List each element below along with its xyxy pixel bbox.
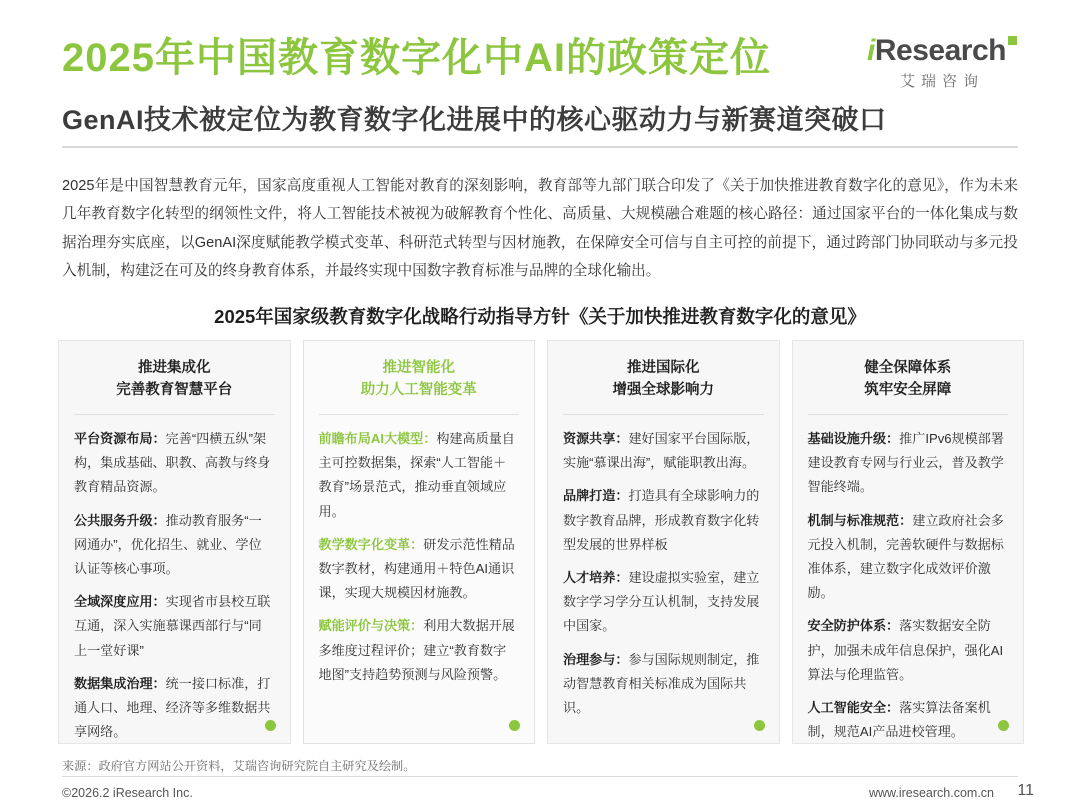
card-item (319, 427, 520, 524)
card-2 (547, 340, 780, 744)
card-item-text: 建立政府社会多元投入机制，完善软硬件与数据标准体系，建立数字化成效评价激励。 (807, 512, 1004, 601)
card-item-label: 品牌打造： (563, 488, 629, 504)
card-item-label: 治理参与： (563, 651, 629, 667)
card-heading-line2: 增强全球影响力 (612, 382, 714, 399)
card-0 (58, 340, 291, 744)
card-heading-line1: 健全保障体系 (864, 360, 952, 376)
card-item-text: 实现省市县校互联互通，深入实施慕课西部行与“同上一堂好课” (74, 594, 271, 658)
card-item-label: 机制与标准规范： (807, 512, 913, 528)
card-item-label: 平台资源布局： (74, 430, 166, 446)
card-item (808, 614, 1009, 687)
card-3 (792, 340, 1025, 744)
card-dot-icon (754, 720, 765, 731)
logo-wordmark (862, 36, 1022, 66)
copyright-text: ©2026.2 iResearch Inc. (62, 786, 193, 800)
card-item-text: 打造具有全球影响力的数字教育品牌，形成教育数字化转型发展的世界样板 (563, 488, 760, 552)
card-heading-line2: 助力人工智能变革 (360, 382, 477, 399)
card-heading (74, 357, 275, 415)
card-item (808, 509, 1009, 606)
card-item (808, 696, 1009, 744)
card-heading (563, 357, 764, 415)
card-item (563, 648, 764, 721)
section-title: 2025年国家级教育数字化战略行动指导方针《关于加快推进教育数字化的意见》 (214, 306, 866, 327)
card-item-text: 落实算法备案机制，规范AI产品进校管理。 (807, 700, 991, 740)
card-item (319, 614, 520, 687)
card-item (74, 427, 275, 500)
card-heading (808, 357, 1009, 415)
card-item-label: 全域深度应用： (74, 594, 166, 610)
card-item-text: 推广IPv6规模部署建设教育专网与行业云，普及教学智能终端。 (807, 430, 1004, 495)
card-item (808, 427, 1009, 500)
card-item-label: 赋能评价与决策： (318, 618, 424, 634)
cards-container (58, 340, 1024, 744)
card-item (563, 427, 764, 475)
card-item-text: 研发示范性精品数字教材，构建通用＋特色AI通识课，实现大规模因材施教。 (318, 536, 515, 601)
card-item-text: 建设虚拟实验室，建立数字学习学分互认机制，支持发展中国家。 (563, 570, 760, 634)
page-title: 2025年中国教育数字化中AI的政策定位 (62, 36, 771, 80)
logo-research-text: Research (874, 34, 1006, 67)
card-item (563, 484, 764, 557)
footer-divider (62, 776, 1018, 777)
logo-i-letter: i (867, 34, 875, 67)
card-item-text: 利用大数据开展多维度过程评价；建立“教育数字地图”支持趋势预测与风险预警。 (318, 618, 515, 682)
card-item-label: 资源共享： (563, 430, 629, 446)
logo-chinese-text: 艾瑞咨询 (899, 73, 984, 90)
card-item-text: 完善“四横五纵”架构，集成基础、职教、高教与终身教育精品资源。 (74, 430, 271, 495)
card-item (74, 672, 275, 745)
card-item-label: 数据集成治理： (74, 675, 166, 691)
card-heading-line2: 完善教育智慧平台 (116, 382, 233, 399)
card-dot-icon (265, 720, 276, 731)
card-item-label: 安全防护体系： (807, 618, 900, 634)
card-item-label: 人才培养： (563, 570, 629, 586)
card-item-text: 落实数据安全防护，加强未成年信息保护，强化AI算法与伦理监管。 (807, 618, 1004, 682)
card-dot-icon (509, 720, 520, 731)
card-body (808, 427, 1009, 745)
card-item-label: 人工智能安全： (807, 700, 900, 716)
page-number: 11 (1017, 782, 1034, 799)
card-dot-icon (998, 720, 1009, 731)
card-heading (319, 357, 520, 415)
card-heading-line1: 推进集成化 (138, 360, 211, 376)
card-item-label: 基础设施升级： (807, 430, 900, 446)
card-body (74, 427, 275, 745)
card-item-label: 教学数字化变革： (318, 536, 424, 552)
card-body (319, 427, 520, 687)
card-body (563, 427, 764, 720)
card-item-label: 前瞻布局AI大模型： (318, 430, 437, 446)
source-note: 来源：政府官方网站公开资料，艾瑞咨询研究院自主研究及绘制。 (62, 759, 416, 773)
card-item-text: 统一接口标准，打通人口、地理、经济等多维数据共享网络。 (74, 675, 271, 740)
page-subtitle: GenAI技术被定位为教育数字化进展中的核心驱动力与新赛道突破口 (62, 105, 887, 135)
card-item-text: 建好国家平台国际版，实施“慕课出海”，赋能职教出海。 (563, 430, 760, 471)
card-item (74, 509, 275, 582)
intro-paragraph: 2025年是中国智慧教育元年，国家高度重视人工智能对教育的深刻影响，教育部等九部门联合印发了《关于加快推进教育数字化的意见》，作为未来几年教育数字化转型的纲领性文件，将人工智能技术被视为破解教育个性化、高质量、大规模融合难题的核心路径：通过国家平台的一体化集成与数据治理夯实底座，以GenAI深度赋能教学模式变革、科研范式转型与因材施教，在保障安全可信与自主可控的前提下，通过跨部门协同联动与多元投入机制，构建泛在可及的终身教育体系，并最终实现中国数字教育标准与品牌的全球化输出。 (62, 178, 1018, 280)
card-item (74, 590, 275, 663)
card-item-text: 构建高质量自主可控数据集，探索“人工智能＋教育”场景范式，推动垂直领域应用。 (318, 430, 515, 519)
card-item-text: 推动教育服务“一网通办”，优化招生、就业、学位认证等核心事项。 (74, 512, 262, 577)
card-heading-line1: 推进国际化 (627, 360, 700, 376)
header-divider (62, 146, 1018, 148)
card-item (563, 566, 764, 639)
card-heading-line1: 推进智能化 (382, 360, 455, 376)
card-item (319, 533, 520, 606)
card-item-text: 参与国际规则制定，推动智慧教育相关标准成为国际共识。 (563, 651, 760, 716)
iresearch-logo (862, 36, 1022, 91)
card-heading-line2: 筑牢安全屏障 (864, 382, 952, 399)
logo-square-icon (1008, 36, 1017, 45)
card-item-label: 公共服务升级： (74, 512, 166, 528)
card-1 (303, 340, 536, 744)
website-url: www.iresearch.com.cn (868, 786, 994, 800)
header (62, 34, 1022, 90)
